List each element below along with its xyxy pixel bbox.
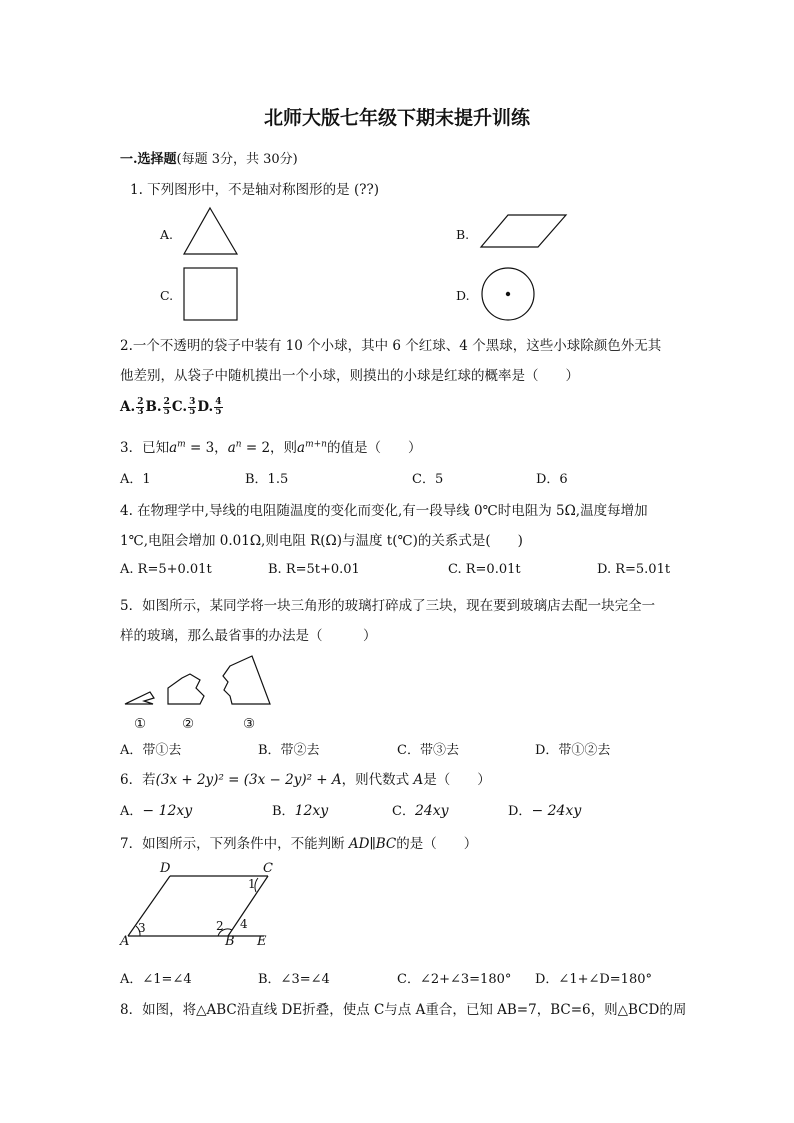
q6-option-d: D．− 24xy (508, 803, 582, 819)
q1-option-b-label: B. (456, 227, 470, 242)
q6-option-b: B．12xy (272, 803, 329, 819)
section-score: (每题 3分，共 30分) (176, 152, 298, 167)
q4-option-c: C. R=0.01t (448, 562, 521, 577)
q7-option-d: D．∠1+∠D=180° (535, 972, 653, 987)
fragment-1 (125, 692, 154, 704)
point-c-label: C (263, 861, 273, 876)
angle-2-label: 2 (216, 919, 224, 933)
q5-option-b: B．带②去 (258, 743, 320, 758)
angle-3-label: 3 (138, 921, 146, 935)
q3-option-b: B．1.5 (245, 472, 289, 487)
glass-fragments-figure (120, 654, 280, 714)
q4-option-b: B. R=5t+0.01 (268, 562, 360, 577)
fragment-label-3: ③ (243, 716, 256, 732)
q6-expression: (3x + 2y)² = (3x − 2y)² + A (155, 772, 342, 788)
q2-option-a-fraction: $\frac{2}{3}$ (137, 397, 144, 417)
q2-option-b-fraction: $\frac{2}{5}$ (163, 397, 170, 417)
parallelogram-figure (480, 213, 568, 249)
point-d-label: D (160, 861, 171, 876)
q2-option-c-label: C. (171, 399, 188, 415)
q5-option-c: C．带③去 (397, 743, 459, 758)
page-title: 北师大版七年级下期末提升训练 (263, 107, 530, 129)
question-2-line2: 他差别，从袋子中随机摸出一个小球，则摸出的小球是红球的概率是（ ） (120, 368, 579, 384)
q1-option-d-label: D. (456, 288, 470, 303)
question-2-options (120, 398, 224, 417)
question-8-stem: 8．如图，将△ABC沿直线 DE折叠，使点 C与点 A重合，已知 AB=7，BC=6，则△BCD的周 (120, 1002, 687, 1018)
section-header (120, 148, 298, 167)
question-5-line1: 5．如图所示，某同学将一块三角形的玻璃打碎成了三块，现在要到玻璃店去配一块完全一 (120, 598, 656, 614)
point-a-label: A (120, 934, 130, 949)
triangle-figure (183, 206, 239, 256)
q3-option-c: C．5 (412, 472, 444, 487)
fragment-2 (168, 674, 204, 704)
question-1-stem: 1. 下列图形中，不是轴对称图形的是 (??) (130, 182, 379, 198)
q7-option-b: B．∠3=∠4 (258, 972, 330, 987)
q6-option-a: A．− 12xy (120, 803, 193, 819)
q2-option-d-fraction: $\frac{4}{5}$ (215, 397, 222, 417)
q6-option-c: C．24xy (392, 803, 449, 819)
q5-option-d: D．带①②去 (535, 743, 611, 758)
section-label: 一.选择题 (120, 152, 177, 167)
point-b-label: B (225, 934, 235, 949)
q2-option-a-label: A. (120, 399, 136, 415)
q1-option-c-label: C. (160, 288, 174, 303)
question-5-line2: 样的玻璃，那么最省事的办法是（ ） (120, 628, 377, 644)
angle-1-label: 1 (248, 877, 256, 891)
q7-option-a: A．∠1=∠4 (120, 972, 192, 987)
fragment-3 (223, 656, 270, 704)
question-6-stem: 6．若(3x + 2y)² = (3x − 2y)² + A，则代数式 A是（ ） (120, 772, 491, 788)
point-e-label: E (257, 934, 267, 949)
question-4-line1: 4. 在物理学中,导线的电阻随温度的变化而变化,有一段导线 0℃时电阻为 5Ω,温度每增加 (120, 503, 648, 519)
q1-option-a-label: A. (160, 227, 174, 242)
square-figure (183, 267, 239, 321)
angle-4-label: 4 (240, 917, 248, 931)
q2-option-d-label: D. (197, 399, 214, 415)
circle-figure (480, 267, 536, 323)
fragment-label-2: ② (182, 716, 195, 732)
q2-option-c-fraction: $\frac{3}{5}$ (189, 397, 196, 417)
fragment-label-1: ① (134, 716, 147, 732)
q4-option-d: D. R=5.01t (597, 562, 671, 577)
q5-option-a: A．带①去 (120, 743, 182, 758)
q4-option-a: A. R=5+0.01t (120, 562, 212, 577)
q3-option-d: D．6 (536, 472, 568, 487)
question-4-line2: 1℃,电阻会增加 0.01Ω,则电阻 R(Ω)与温度 t(℃)的关系式是( ) (120, 533, 523, 549)
question-3-stem: 3．已知$a^m = 3$，$a^n = 2$，则$a^{m+n}$的值是（ ） (120, 439, 422, 456)
question-2-line1: 2.一个不透明的袋子中装有 10 个小球，其中 6 个红球、4 个黑球，这些小球除颜色外无其 (120, 338, 662, 354)
q2-option-b-label: B. (145, 399, 162, 415)
question-7-stem: 7．如图所示，下列条件中，不能判断 AD∥BC的是（ ） (120, 836, 478, 852)
q7-option-c: C．∠2+∠3=180° (397, 972, 512, 987)
q3-option-a: A．1 (120, 472, 151, 487)
